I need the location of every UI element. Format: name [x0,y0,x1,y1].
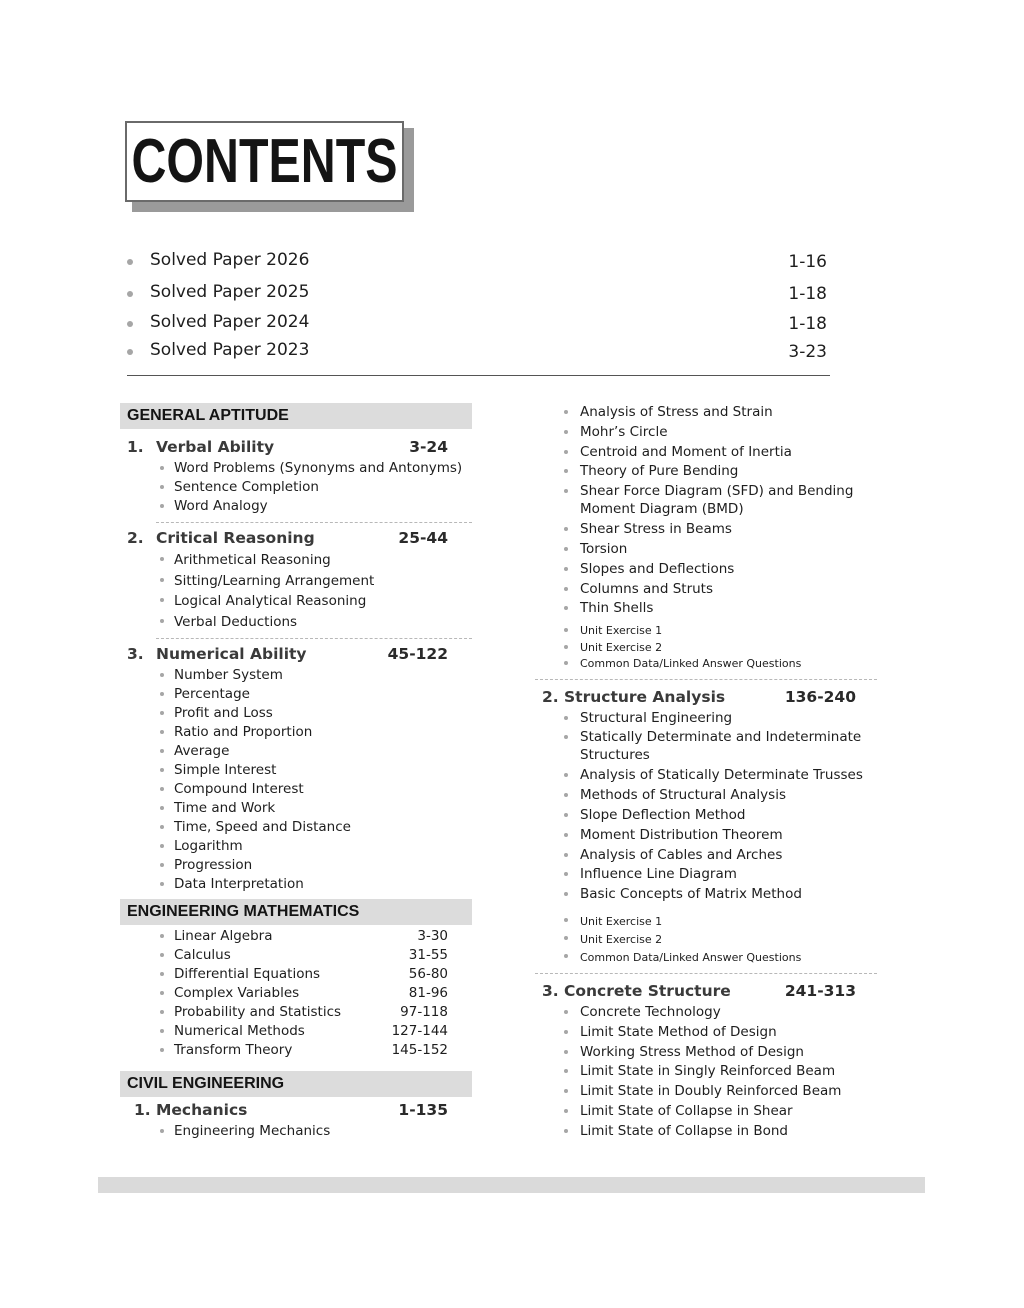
solved-paper-label: Solved Paper 2023 [150,340,310,360]
list-item: Unit Exercise 1 [535,913,877,931]
chapter-heading [535,979,877,1003]
solved-paper-row [127,250,829,282]
topic-label: Linear Algebra [174,928,273,944]
list-item: Limit State Method of Design [535,1023,877,1043]
list-item: Basic Concepts of Matrix Method [535,885,877,905]
divider [535,973,877,974]
list-item: Theory of Pure Bending [535,462,877,482]
list-item: Structural Engineering [535,709,877,729]
list-item: Word Problems (Synonyms and Antonyms) [120,459,472,478]
list-item: Progression [120,856,472,875]
chapter-number: 3. [127,645,144,663]
list-item [120,984,472,1003]
list-item [120,1022,472,1041]
topic-label: Numerical Methods [174,1023,305,1039]
chapter-number: 3. [542,982,559,1001]
exercise-list [535,913,877,967]
list-item: Centroid and Moment of Inertia [535,443,877,463]
list-item: Data Interpretation [120,875,472,894]
list-item: Thin Shells [535,599,877,619]
list-item [120,1041,472,1060]
list-item: Influence Line Diagram [535,865,877,885]
solved-papers-list [127,250,829,370]
list-item: Common Data/Linked Answer Questions [535,949,877,967]
topic-pages: 127-144 [391,1023,448,1039]
mechanics-topic-list [535,403,877,619]
solved-paper-row [127,282,829,312]
chapter-pages: 45-122 [387,645,448,663]
chapter-name: Critical Reasoning [156,529,315,547]
exercise-list [535,623,877,673]
topic-pages: 145-152 [391,1042,448,1058]
list-item: Limit State in Doubly Reinforced Beam [535,1082,877,1102]
bullet-icon [127,291,133,297]
list-item: Simple Interest [120,761,472,780]
list-item: Arithmetical Reasoning [120,550,472,571]
chapter-pages: 241-313 [784,982,856,1001]
list-item: Common Data/Linked Answer Questions [535,656,877,673]
chapter-heading [120,1098,472,1122]
chapter-heading [120,526,472,550]
list-item: Sitting/Learning Arrangement [120,571,472,592]
topic-list [120,459,472,516]
topic-pages: 56-80 [408,966,448,982]
contents-title-box [125,121,404,202]
list-item: Ratio and Proportion [120,723,472,742]
footer-bar [98,1177,925,1193]
solved-paper-label: Solved Paper 2026 [150,250,310,270]
chapter-heading [120,642,472,666]
list-item: Word Analogy [120,497,472,516]
concrete-topic-list [535,1003,877,1142]
solved-paper-pages: 1-18 [788,284,827,304]
bullet-icon [127,321,133,327]
solved-paper-label: Solved Paper 2024 [150,312,310,332]
section-header-engineering-mathematics: ENGINEERING MATHEMATICS [120,899,472,925]
list-item: Limit State of Collapse in Shear [535,1102,877,1122]
divider [156,522,472,523]
list-item: Concrete Technology [535,1003,877,1023]
section-header-general-aptitude: GENERAL APTITUDE [120,403,472,429]
topic-pages: 81-96 [408,985,448,1001]
list-item: Analysis of Statically Determinate Trusses [535,766,877,786]
list-item: Shear Force Diagram (SFD) and Bending Moment Diagram (BMD) [535,482,877,520]
chapter-pages: 1-135 [398,1101,448,1119]
list-item: Columns and Struts [535,580,877,600]
page-title: CONTENTS [131,126,398,196]
list-item: Slopes and Deflections [535,560,877,580]
solved-paper-pages: 1-16 [788,252,827,272]
chapter-heading [120,435,472,459]
math-topic-list [120,927,472,1060]
list-item: Analysis of Stress and Strain [535,403,877,423]
bullet-icon [127,259,133,265]
list-item: Number System [120,666,472,685]
list-item: Slope Deflection Method [535,806,877,826]
list-item: Profit and Loss [120,704,472,723]
topic-label: Complex Variables [174,985,300,1001]
list-item: Engineering Mechanics [120,1122,472,1141]
list-item: Time and Work [120,799,472,818]
list-item: Percentage [120,685,472,704]
list-item [120,946,472,965]
solved-paper-row [127,312,829,340]
chapter-name: Verbal Ability [156,438,275,456]
list-item: Unit Exercise 2 [535,640,877,657]
section-header-civil-engineering: CIVIL ENGINEERING [120,1071,472,1097]
solved-paper-label: Solved Paper 2025 [150,282,310,302]
list-item [120,965,472,984]
list-item: Statically Determinate and Indeterminate Structures [535,728,877,766]
topic-list [120,1122,472,1141]
list-item: Compound Interest [120,780,472,799]
list-item: Limit State in Singly Reinforced Beam [535,1062,877,1082]
list-item: Moment Distribution Theorem [535,826,877,846]
list-item [120,927,472,946]
list-item: Limit State of Collapse in Bond [535,1122,877,1142]
list-item: Logarithm [120,837,472,856]
chapter-pages: 25-44 [398,529,448,547]
chapter-name: Mechanics [156,1101,248,1119]
chapter-number: 2. [542,687,559,706]
list-item: Time, Speed and Distance [120,818,472,837]
solved-paper-pages: 1-18 [788,314,827,334]
list-item: Average [120,742,472,761]
structure-topic-list [535,709,877,905]
topic-label: Probability and Statistics [174,1004,342,1020]
chapter-pages: 136-240 [784,687,856,706]
divider [127,375,830,376]
list-item: Sentence Completion [120,478,472,497]
divider [156,638,472,639]
bullet-icon [127,349,133,355]
list-item: Verbal Deductions [120,612,472,633]
topic-pages: 31-55 [408,947,448,963]
list-item: Unit Exercise 1 [535,623,877,640]
solved-paper-row [127,340,829,370]
chapter-pages: 3-24 [409,438,448,456]
list-item: Mohr’s Circle [535,423,877,443]
topic-list [120,550,472,632]
list-item: Working Stress Method of Design [535,1043,877,1063]
list-item: Analysis of Cables and Arches [535,846,877,866]
solved-paper-pages: 3-23 [788,342,827,362]
list-item: Logical Analytical Reasoning [120,591,472,612]
chapter-number: 1. [127,438,144,456]
chapter-heading [535,685,877,709]
chapter-number: 1. [134,1101,151,1119]
chapter-name: Numerical Ability [156,645,307,663]
topic-list [120,666,472,894]
left-column [120,403,472,1141]
topic-pages: 97-118 [400,1004,448,1020]
topic-label: Calculus [174,947,231,963]
divider [535,679,877,680]
list-item [120,1003,472,1022]
list-item: Shear Stress in Beams [535,520,877,540]
right-column [535,403,877,1142]
chapter-name: Structure Analysis [564,687,726,706]
list-item: Methods of Structural Analysis [535,786,877,806]
list-item: Torsion [535,540,877,560]
chapter-number: 2. [127,529,144,547]
topic-label: Differential Equations [174,966,321,982]
topic-pages: 3-30 [417,928,448,944]
chapter-name: Concrete Structure [564,982,731,1001]
topic-label: Transform Theory [174,1042,293,1058]
list-item: Unit Exercise 2 [535,931,877,949]
